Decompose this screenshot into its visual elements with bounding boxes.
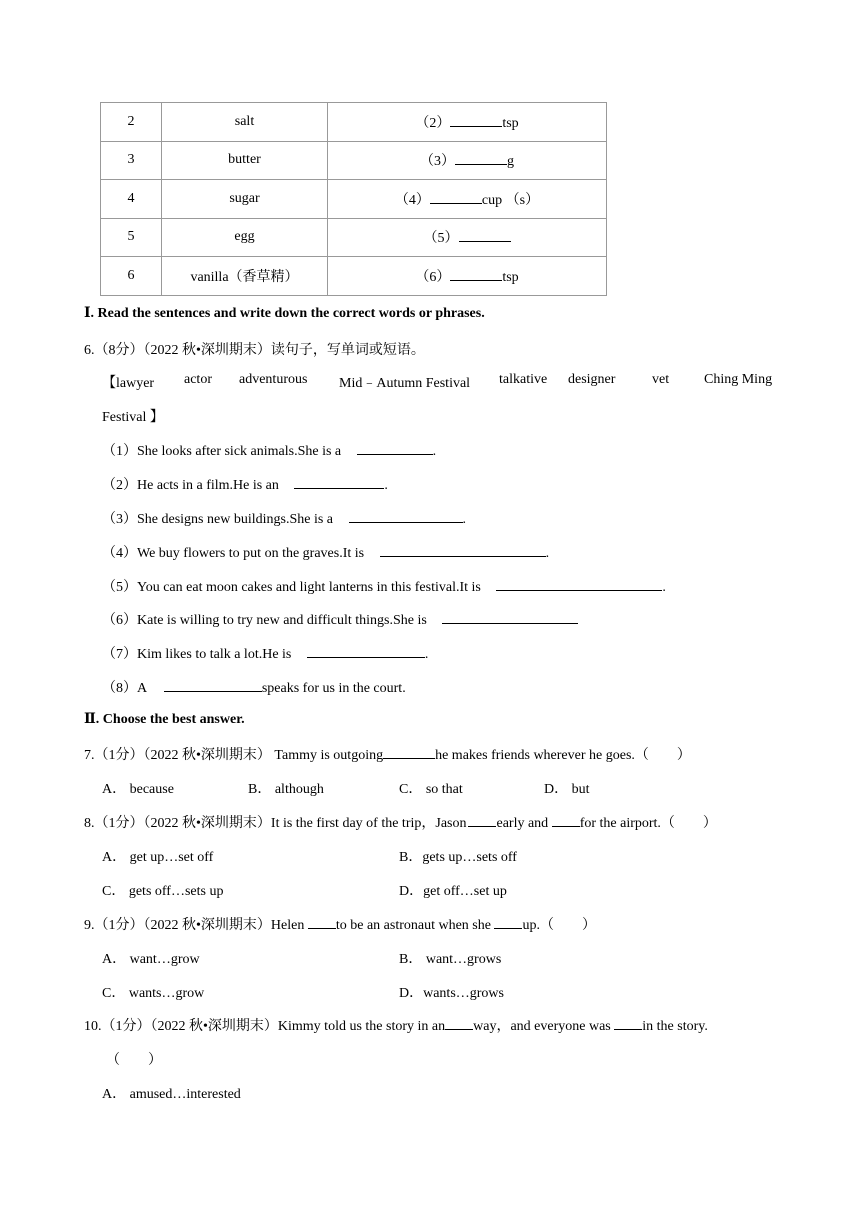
option-b[interactable]: B． want…grows bbox=[399, 952, 502, 967]
section-2-heading: Ⅱ. Choose the best answer. bbox=[84, 712, 245, 727]
q6-item-4: （4）We buy flowers to put on the graves.It is . bbox=[102, 542, 549, 562]
word-bank-word: Ching Ming bbox=[704, 372, 773, 387]
recipe-number: 4 bbox=[101, 180, 162, 219]
q6-item-7: （7）Kim likes to talk a lot.He is . bbox=[102, 643, 428, 663]
answer-blank[interactable] bbox=[496, 576, 662, 591]
recipe-number: 6 bbox=[101, 257, 162, 296]
option-d[interactable]: D．get off…set up bbox=[399, 884, 507, 899]
word-bank-word: talkative bbox=[499, 372, 548, 387]
recipe-amount: （5） bbox=[328, 218, 607, 257]
answer-blank[interactable] bbox=[450, 112, 502, 127]
question-10-bracket: （ ） bbox=[106, 1053, 162, 1068]
answer-blank[interactable] bbox=[552, 812, 580, 827]
word-bank-word: Mid﹣Autumn Festival bbox=[339, 376, 471, 391]
recipe-amount: （4） cup （s） bbox=[328, 180, 607, 219]
recipe-row bbox=[101, 257, 607, 296]
answer-blank[interactable] bbox=[430, 189, 482, 204]
recipe-ingredient: vanilla（香草精） bbox=[162, 257, 328, 296]
answer-blank[interactable] bbox=[614, 1015, 642, 1030]
recipe-ingredient: sugar bbox=[162, 180, 328, 219]
word-bank-word: actor bbox=[184, 372, 212, 387]
option-d[interactable]: D．wants…grows bbox=[399, 986, 504, 1001]
option-a[interactable]: A． amused…interested bbox=[102, 1087, 241, 1102]
answer-blank[interactable] bbox=[294, 474, 384, 489]
q6-item-1: （1）She looks after sick animals.She is a . bbox=[102, 440, 436, 460]
option-a[interactable]: A． want…grow bbox=[102, 952, 200, 967]
recipe-amount: （3） g bbox=[328, 141, 607, 180]
option-c[interactable]: C． so that bbox=[399, 782, 463, 797]
recipe-ingredient: salt bbox=[162, 103, 328, 142]
answer-blank[interactable] bbox=[308, 914, 336, 929]
recipe-row bbox=[101, 141, 607, 180]
answer-blank[interactable] bbox=[164, 677, 262, 692]
answer-blank[interactable] bbox=[380, 542, 546, 557]
word-bank bbox=[102, 372, 782, 424]
question-8-stem: 8.（1分）（2022 秋•深圳期末）It is the first day of the trip，Jason early and for the airport.（ ） bbox=[84, 812, 717, 832]
recipe-table bbox=[100, 102, 607, 296]
recipe-ingredient: butter bbox=[162, 141, 328, 180]
question-10-stem: 10.（1分）（2022 秋•深圳期末）Kimmy told us the story in an way，and everyone was in the story. bbox=[84, 1015, 708, 1035]
q6-item-2: （2）He acts in a film.He is an . bbox=[102, 474, 388, 494]
answer-blank[interactable] bbox=[494, 914, 522, 929]
answer-blank[interactable] bbox=[349, 508, 463, 523]
answer-blank[interactable] bbox=[450, 266, 502, 281]
q6-item-6: （6）Kate is willing to try new and difficult things.She is bbox=[102, 609, 578, 629]
answer-blank[interactable] bbox=[442, 609, 578, 624]
word-bank-word: adventurous bbox=[239, 372, 308, 387]
answer-blank[interactable] bbox=[357, 440, 433, 455]
answer-blank[interactable] bbox=[468, 812, 496, 827]
q6-item-8: （8）A speaks for us in the court. bbox=[102, 677, 406, 697]
word-bank-word: vet bbox=[652, 372, 670, 387]
question-6-stem: 6.（8分）（2022 秋•深圳期末）读句子，写单词或短语。 bbox=[84, 343, 425, 358]
option-a[interactable]: A． get up…set off bbox=[102, 850, 214, 865]
recipe-amount: （6） tsp bbox=[328, 257, 607, 296]
option-a[interactable]: A． because bbox=[102, 782, 174, 797]
answer-blank[interactable] bbox=[307, 643, 425, 658]
recipe-number: 2 bbox=[101, 103, 162, 142]
word-bank-open: 【lawyer bbox=[102, 376, 155, 391]
option-c[interactable]: C． gets off…sets up bbox=[102, 884, 224, 899]
recipe-row bbox=[101, 103, 607, 142]
recipe-row bbox=[101, 218, 607, 257]
word-bank-end: Festival 】 bbox=[102, 410, 164, 425]
answer-blank[interactable] bbox=[455, 150, 507, 165]
question-9-stem: 9.（1分）（2022 秋•深圳期末）Helen to be an astronaut when she up.（ ） bbox=[84, 914, 596, 934]
option-c[interactable]: C． wants…grow bbox=[102, 986, 205, 1001]
recipe-row bbox=[101, 180, 607, 219]
recipe-ingredient: egg bbox=[162, 218, 328, 257]
answer-blank[interactable] bbox=[445, 1015, 473, 1030]
recipe-amount: （2） tsp bbox=[328, 103, 607, 142]
option-b[interactable]: B．gets up…sets off bbox=[399, 850, 517, 865]
word-bank-word: designer bbox=[568, 372, 616, 387]
section-1-heading: Ⅰ. Read the sentences and write down the correct words or phrases. bbox=[84, 306, 485, 321]
q6-item-5: （5）You can eat moon cakes and light lanterns in this festival.It is . bbox=[102, 576, 666, 596]
option-b[interactable]: B． although bbox=[248, 782, 324, 797]
answer-blank[interactable] bbox=[459, 227, 511, 242]
recipe-number: 5 bbox=[101, 218, 162, 257]
recipe-number: 3 bbox=[101, 141, 162, 180]
q6-item-3: （3）She designs new buildings.She is a . bbox=[102, 508, 466, 528]
option-d[interactable]: D． but bbox=[544, 782, 590, 797]
question-7-stem: 7.（1分）（2022 秋•深圳期末） Tammy is outgoing he makes friends wherever he goes.（ ） bbox=[84, 744, 691, 764]
answer-blank[interactable] bbox=[383, 744, 435, 759]
